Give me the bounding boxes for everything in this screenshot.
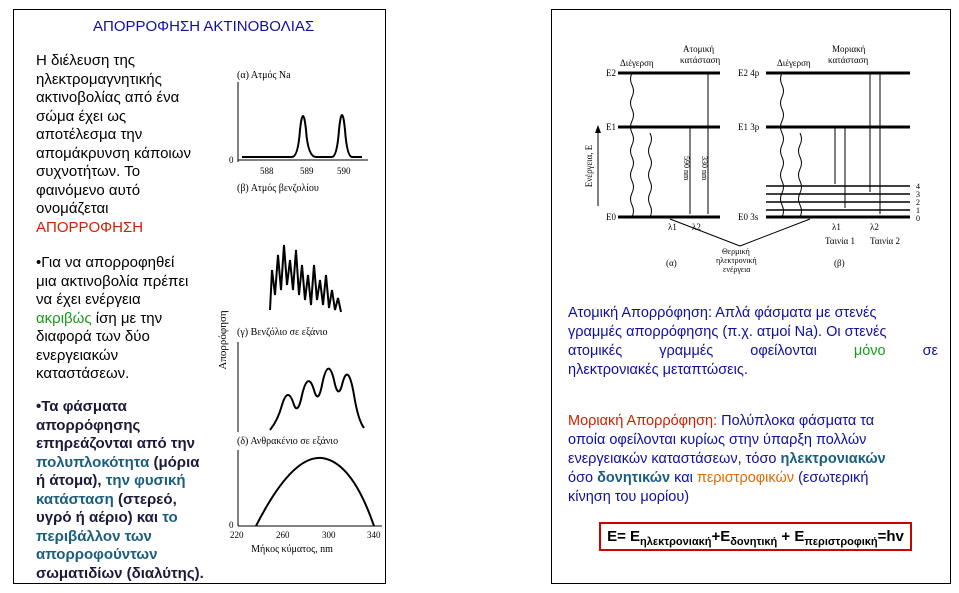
text-fragment: Απλά φάσματα με στενές xyxy=(711,305,877,321)
x-tick-300: 300 xyxy=(322,530,336,540)
benzene-hexane-spectrum xyxy=(270,369,364,430)
bullet-energy-paragraph xyxy=(36,254,188,384)
vib-label-4: 4 xyxy=(916,182,920,191)
panel-d-label: (δ) Ανθρακένιο σε εξάνιο xyxy=(237,436,339,447)
text-line: ηλεκτρομαγνητικής xyxy=(36,70,162,88)
band1-label: Ταινία 1 xyxy=(825,236,855,246)
text-fragment: και xyxy=(670,470,697,486)
text-line xyxy=(568,469,938,488)
slide-title: ΑΠΟΡΡΟΦΗΣΗ ΑΚΤΙΝΟΒΟΛΙΑΣ xyxy=(93,18,315,35)
thermal-label-2: ηλεκτρονική xyxy=(716,256,757,265)
caption-b: (β) xyxy=(834,258,845,268)
lambda1-b: λ1 xyxy=(832,222,841,232)
formula-part: + E xyxy=(777,528,805,545)
state-keyword: κατάσταση xyxy=(36,490,114,508)
thermal-arrow-left xyxy=(670,219,740,246)
text-line: συχνοτήτων. Το xyxy=(36,163,141,180)
lambda1-a: λ1 xyxy=(668,222,677,232)
text-line: απορροφούντων xyxy=(36,546,158,563)
level-E0b-label: E0 3s xyxy=(738,212,759,222)
wavy-excitation-b2 xyxy=(799,133,802,217)
energy-level-diagram xyxy=(570,36,950,276)
text-fragment: ενεργειακών καταστάσεων, τόσο xyxy=(568,451,781,467)
x-tick-260: 260 xyxy=(276,530,290,540)
text-line: ονομάζεται xyxy=(36,200,109,217)
molecular-absorption-paragraph xyxy=(568,412,938,507)
excitation-b-label: Διέγερση xyxy=(777,58,811,68)
text-line xyxy=(36,509,204,528)
complexity-keyword: πολυπλοκότητα xyxy=(36,453,150,471)
intro-paragraph xyxy=(36,52,191,237)
text-line: μια ακτινοβολία πρέπει xyxy=(36,272,189,290)
text-line: διαφορά των δύο xyxy=(36,328,150,345)
formula-subscript: περιστροφική xyxy=(804,536,878,548)
panel-d-zero: 0 xyxy=(229,520,234,530)
thermal-label-3: ενέργεια xyxy=(723,265,751,274)
text-line: καταστάσεων. xyxy=(36,365,130,382)
only-keyword: μόνο xyxy=(853,343,886,359)
vibrational-keyword: δονητικών xyxy=(597,470,671,486)
level-E1b-label: E1 3p xyxy=(738,122,760,132)
atomic-absorption-title: Ατομική Απορρόφηση: xyxy=(568,305,712,321)
text-fragment: (εσωτερική xyxy=(794,470,869,486)
text-line: οποία οφείλονται κυρίως στην ύπαρξη πολλών xyxy=(568,432,867,448)
environment-keyword: το xyxy=(162,509,178,526)
lambda2-b: λ2 xyxy=(870,222,879,232)
na-tick-588: 588 xyxy=(260,166,274,176)
na-tick-590: 590 xyxy=(337,166,351,176)
wavelength-590: 590 nm xyxy=(682,156,691,181)
text-line xyxy=(36,454,204,473)
vib-label-3: 3 xyxy=(916,190,920,199)
panel-a-zero: 0 xyxy=(229,155,234,165)
text-fragment: υγρό ή αέριο) και xyxy=(36,509,163,526)
x-tick-340: 340 xyxy=(367,530,381,540)
text-fragment: ίση με την xyxy=(91,309,163,327)
lambda2-a: λ2 xyxy=(692,222,701,232)
vib-label-2: 2 xyxy=(916,198,920,207)
text-line: σωματιδίων (διαλύτης). xyxy=(36,564,204,582)
text-fragment: ή άτομα), xyxy=(36,472,106,489)
atomic-state-label: Ατομική xyxy=(683,44,715,54)
wavy-excitation-a2 xyxy=(649,133,652,217)
text-fragment: όσο xyxy=(568,470,598,486)
text-line: •Για να απορροφηθεί xyxy=(36,254,175,271)
level-E0-label: E0 xyxy=(606,212,616,222)
rotational-keyword: περιστροφικών xyxy=(696,470,795,486)
na-tick-589: 589 xyxy=(300,166,314,176)
energy-axis-label: Ενέργεια, E xyxy=(584,144,594,188)
thermal-arrow-right xyxy=(740,219,810,246)
formula-part: +E xyxy=(711,528,731,545)
text-line xyxy=(568,450,938,469)
text-line xyxy=(568,412,938,431)
band2-label: Ταινία 2 xyxy=(870,236,900,246)
text-line: επηρεάζονται από την xyxy=(36,435,196,452)
molecular-absorption-title: Μοριακή Απορρόφηση: xyxy=(568,413,718,429)
level-E2-label: E2 xyxy=(606,68,616,78)
vib-label-0: 0 xyxy=(916,214,920,223)
electronic-keyword: ηλεκτρονιακών xyxy=(780,451,886,467)
sodium-spectrum-line xyxy=(242,115,362,157)
bullet-spectra-paragraph xyxy=(36,398,204,583)
exact-keyword: ακριβώς xyxy=(36,309,92,327)
text-line: γραμμές απορρόφησης (π.χ. ατμοί Na). Οι στενές xyxy=(568,324,887,340)
text-line: ενεργειακών xyxy=(36,346,119,364)
absorption-keyword: ΑΠΟΡΡΟΦΗΣΗ xyxy=(36,218,144,236)
text-line: να έχει ενέργεια xyxy=(36,291,141,308)
text-line: •Τα φάσματα xyxy=(36,398,127,415)
text-line: απομάκρυνση κάποιων xyxy=(36,144,191,162)
excitation-a-label: Διέγερση xyxy=(620,58,654,68)
text-line: κίνηση του μορίου) xyxy=(568,489,690,505)
atomic-state-label-2: κατάσταση xyxy=(680,55,721,65)
caption-a: (α) xyxy=(666,258,677,268)
wavy-excitation-b1 xyxy=(781,73,784,217)
text-line: περιβάλλον των xyxy=(36,527,152,545)
panel-a-label: (α) Ατμός Na xyxy=(237,70,291,81)
text-line xyxy=(36,472,204,491)
text-fragment: σε xyxy=(885,343,938,359)
formula-part: E= E xyxy=(607,528,641,545)
text-fragment: (μόρια xyxy=(149,453,200,471)
text-line: Η διέλευση της xyxy=(36,52,136,69)
vib-label-1: 1 xyxy=(916,206,920,215)
wavy-excitation-a1 xyxy=(631,73,634,217)
spectra-yaxis-label: Απορρόφηση xyxy=(217,310,229,370)
wavelength-330: 330 nm xyxy=(700,156,709,181)
atomic-absorption-paragraph xyxy=(568,304,938,380)
text-line xyxy=(36,310,188,329)
energy-axis-arrowhead xyxy=(595,125,601,133)
formula-subscript: ηλεκτρονιακή xyxy=(640,536,712,548)
text-line xyxy=(568,304,938,323)
level-E2b-label: E2 4p xyxy=(738,68,760,78)
panel-c-label: (γ) Βενζόλιο σε εξάνιο xyxy=(237,327,328,338)
level-E1-label: E1 xyxy=(606,122,616,132)
text-line: σώμα έχει ως xyxy=(36,107,127,125)
text-line xyxy=(568,342,938,361)
spectra-xaxis-label: Μήκος κύματος, nm xyxy=(251,544,333,555)
physical-keyword: την φυσική xyxy=(105,472,186,489)
panel-b-label: (β) Ατμός βενζολίου xyxy=(237,183,319,194)
formula-subscript: δονητική xyxy=(730,536,778,548)
text-line: ηλεκτρονιακές μεταπτώσεις. xyxy=(568,362,748,378)
x-tick-220: 220 xyxy=(230,530,244,540)
text-line: φαινόμενο αυτό xyxy=(36,181,141,199)
benzene-vapor-spectrum xyxy=(270,245,341,312)
text-fragment: Πολύπλοκα φάσματα τα xyxy=(717,413,875,429)
text-fragment: (στερεό, xyxy=(113,490,177,508)
text-fragment: ατομικές γραμμές οφείλονται xyxy=(568,343,854,359)
text-line xyxy=(36,491,204,510)
energy-formula-box xyxy=(599,522,912,551)
molecular-state-label-2: κατάσταση xyxy=(828,55,869,65)
formula-part: =hv xyxy=(877,528,904,545)
thermal-label-1: Θερμική xyxy=(722,247,750,256)
anthracene-spectrum xyxy=(256,458,374,526)
text-line: αποτέλεσμα την xyxy=(36,126,143,143)
text-line: ακτινοβολίας από ένα xyxy=(36,89,180,106)
text-line: απορρόφησης xyxy=(36,416,141,434)
absorption-spectra-figure xyxy=(212,60,382,590)
molecular-state-label: Μοριακή xyxy=(832,44,866,54)
